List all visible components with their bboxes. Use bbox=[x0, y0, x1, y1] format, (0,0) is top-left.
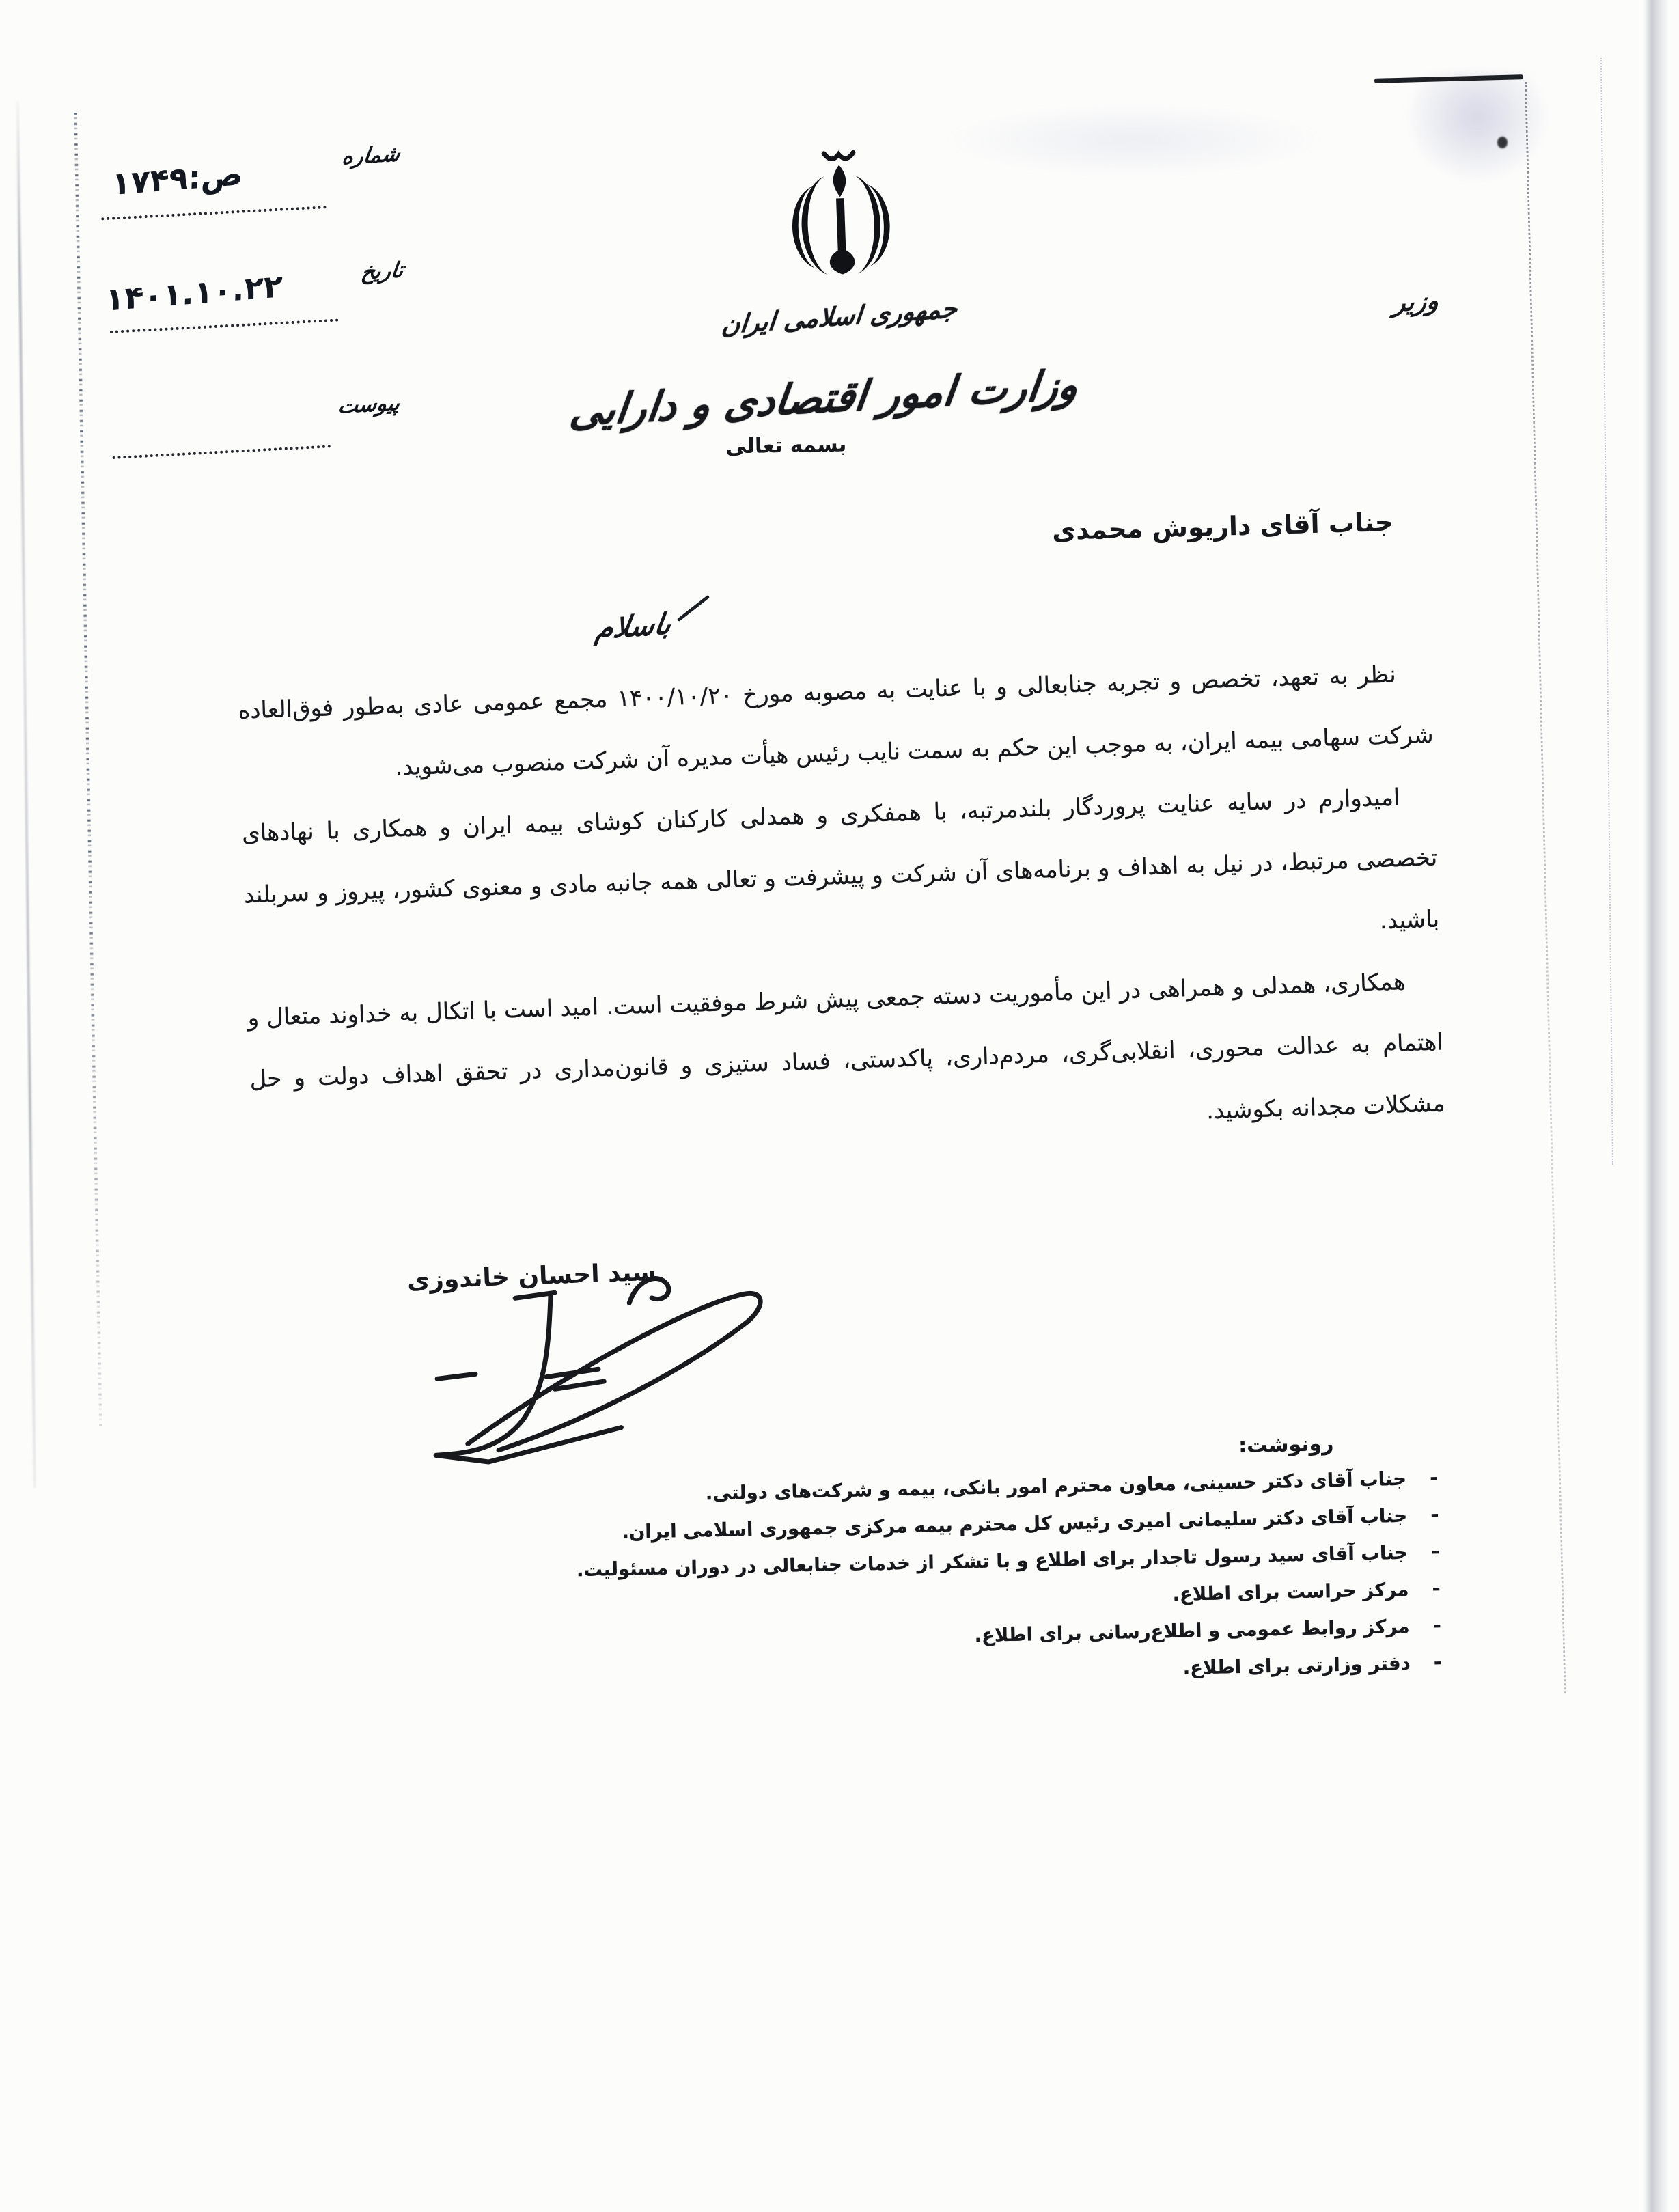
salutation-flourish bbox=[677, 595, 710, 622]
letterhead-ministry-title: وزارت امور اقتصادی و دارایی bbox=[567, 361, 1081, 436]
letterhead-republic-title: جمهوری اسلامی ایران bbox=[720, 293, 959, 340]
cc-item-text: جناب آقای دکتر سلیمانی امیری رئیس کل محترم بیمه مرکزی جمهوری اسلامی ایران. bbox=[622, 1504, 1408, 1543]
cc-bullet: - bbox=[1430, 1539, 1441, 1564]
scan-streak-left bbox=[16, 101, 36, 1488]
attachment-label: پیوست bbox=[336, 390, 402, 419]
scan-dotted-line bbox=[1525, 82, 1566, 1693]
cc-block bbox=[309, 1432, 1443, 1708]
addressee-name: جناب آقای داریوش محمدی bbox=[1051, 507, 1394, 547]
attachment-dotted-line bbox=[113, 445, 331, 459]
cc-bullet: - bbox=[1433, 1650, 1443, 1674]
cc-bullet: - bbox=[1430, 1502, 1439, 1527]
letter-meta-block bbox=[77, 128, 435, 474]
cc-label: رونوشت: bbox=[1238, 1432, 1334, 1458]
date-label: تاریخ bbox=[359, 258, 406, 285]
body-paragraph: امیدوارم در سایه عنایت پروردگار بلندمرتبه، با همفکری و همدلی کارکنان کوشای بیمه ایران و همکاری با نهادهای تخصصی مرتبط، در نیل به اهداف و برنامه‌های آن شرکت و پیشرفت و تعالی همه جانبه مادی و معنوی کشور، پیروز و سربلند باشید. bbox=[241, 784, 1440, 935]
signer-name: سید احسان خاندوزی bbox=[406, 1258, 657, 1295]
cc-item-text: جناب آقای دکتر حسینی، معاون محترم امور بانکی، بیمه و شرکت‌های دولتی. bbox=[705, 1467, 1407, 1505]
letter-body bbox=[237, 643, 1446, 1172]
minister-title: وزیر bbox=[1391, 286, 1440, 318]
salutation: باسلام bbox=[593, 606, 674, 646]
body-paragraph: نظر به تعهد، تخصص و تجربه جنابعالی و با عنایت به مصوبه مورخ ۱۴۰۰/۱۰/۲۰ مجمع عمومی عادی به‌طور فوق‌العاده شرکت سهامی بیمه ایران، به موجب این حکم به سمت نایب رئیس هیأت مدیره آن شرکت منصوب می‌شوید. bbox=[237, 661, 1434, 782]
body-paragraph: همکاری، همدلی و همراهی در این مأموریت دسته جمعی پیش شرط موفقیت است. امید است با اتکال به خداوند متعال و اهتمام به عدالت محوری، انقلابی‌گری، مردم‌داری، پاکدستی، فساد ستیزی و قانون‌مداری در تحقق اهداف دولت و حل مشکلات مجدانه بکوشید. bbox=[247, 968, 1446, 1125]
date-dotted-line bbox=[110, 318, 339, 333]
cc-item-text: مرکز حراست برای اطلاع. bbox=[1172, 1578, 1409, 1605]
iran-emblem-icon bbox=[784, 148, 897, 292]
cc-item-text: جناب آقای سید رسول تاجدار برای اطلاع و با تشکر از خدمات جنابعالی در دوران مسئولیت. bbox=[576, 1541, 1409, 1581]
cc-bullet: - bbox=[1429, 1465, 1439, 1491]
ink-dot bbox=[1497, 137, 1508, 148]
cc-bullet: - bbox=[1432, 1576, 1441, 1601]
number-dotted-line bbox=[101, 206, 327, 220]
number-label: شماره bbox=[341, 141, 402, 169]
scan-edge-shadow bbox=[1643, 0, 1668, 2212]
number-value-handwritten: ص:۱۷۴۹ bbox=[111, 154, 244, 203]
date-value-handwritten: ۱۴۰۱.۱۰.۲۲ bbox=[105, 267, 283, 318]
basmala: بسمه تعالی bbox=[725, 432, 847, 459]
cc-bullet: - bbox=[1432, 1613, 1442, 1638]
cc-item-text: مرکز روابط عمومی و اطلاع‌رسانی برای اطلاع. bbox=[974, 1615, 1410, 1647]
scan-haze bbox=[943, 102, 1325, 178]
signature-scribble-icon bbox=[414, 1269, 800, 1474]
cc-item-text: دفتر وزارتی برای اطلاع. bbox=[1182, 1652, 1411, 1679]
scan-dotted-line-faint bbox=[1600, 58, 1613, 1165]
